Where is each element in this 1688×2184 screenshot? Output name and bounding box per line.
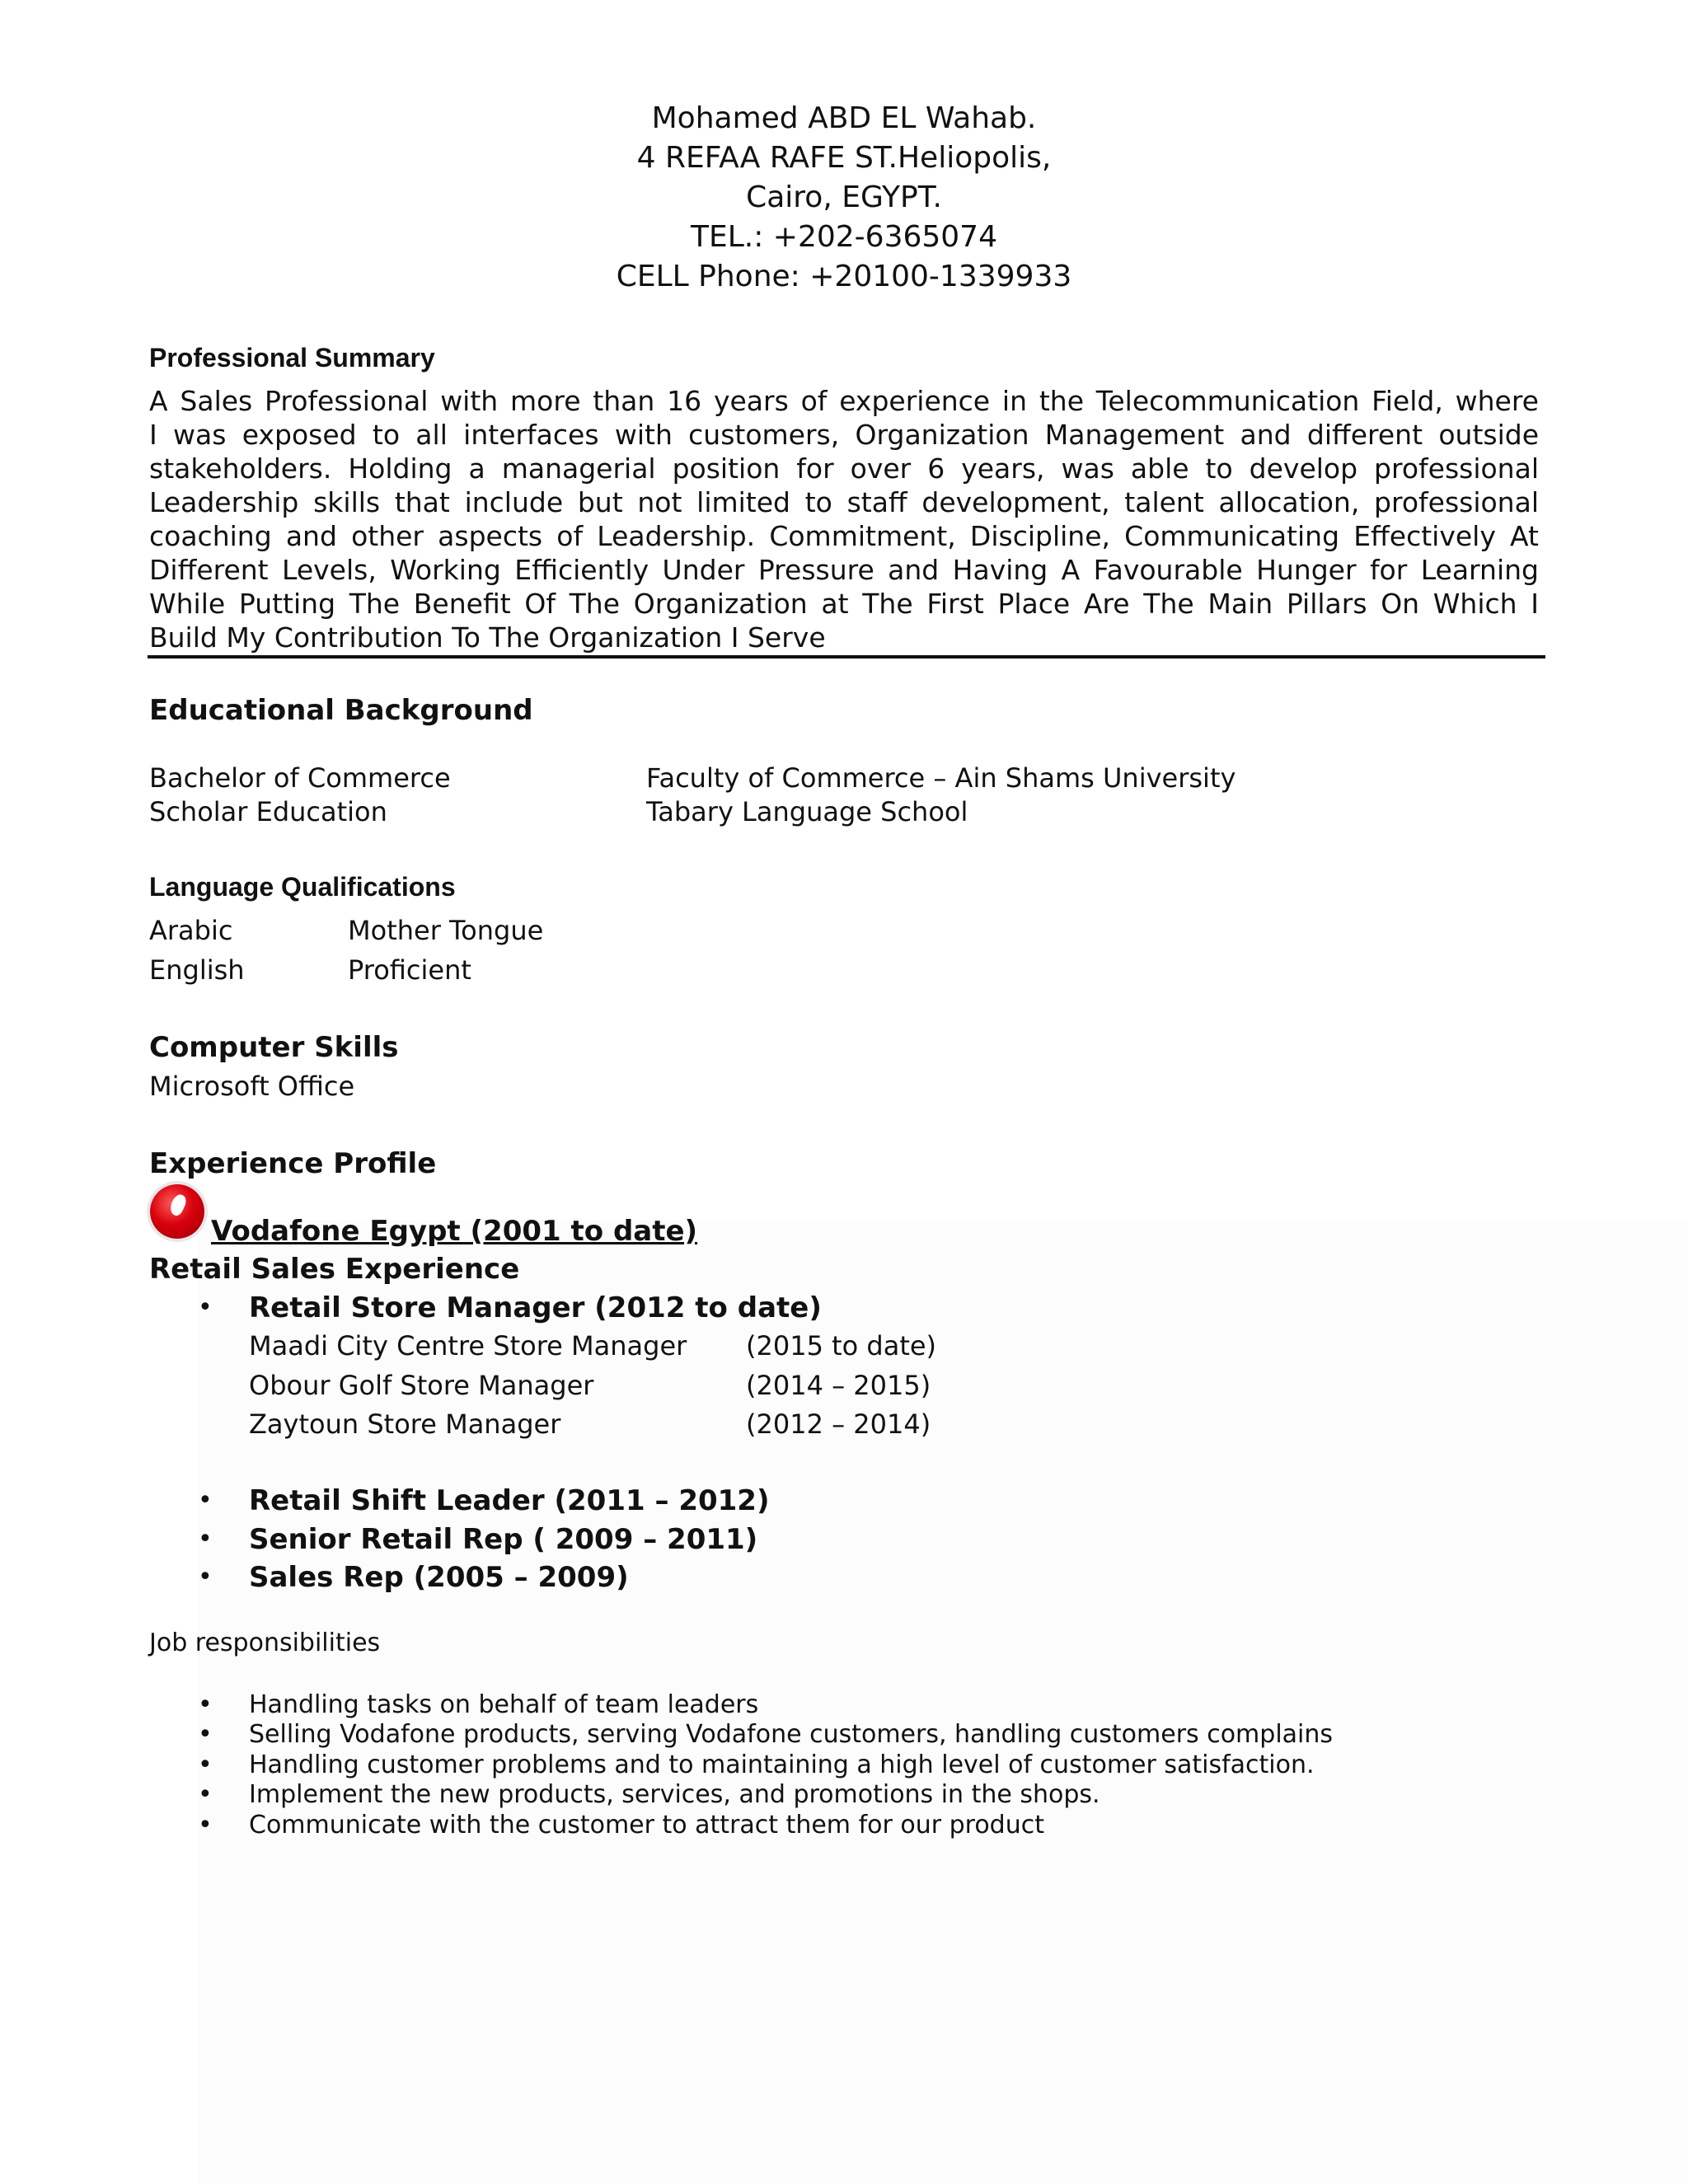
language-level: Mother Tongue: [348, 915, 544, 946]
company-name: Vodafone Egypt (2001 to date): [211, 1215, 698, 1248]
store-period: (2015 to date): [746, 1330, 937, 1361]
summary-paragraph: [149, 384, 1539, 654]
contact-header: [0, 99, 1688, 297]
language-name: Arabic: [149, 915, 233, 946]
summary-line: Different Levels, Working Efficiently Under Pressure and Having A Favourable Hunger for Learning: [149, 554, 1539, 586]
computer-skill: Microsoft Office: [149, 1071, 355, 1102]
degree: Scholar Education: [149, 796, 387, 827]
bullet-icon: •: [198, 1750, 213, 1779]
summary-line: Build My Contribution To The Organization I Serve: [149, 621, 826, 654]
role-title: Senior Retail Rep ( 2009 – 2011): [249, 1523, 758, 1556]
summary-line: While Putting The Benefit Of The Organization at The First Place Are The Main Pillars On Which I: [149, 588, 1539, 620]
role-title: Sales Rep (2005 – 2009): [249, 1561, 629, 1594]
summary-line: Leadership skills that include but not limited to staff development, talent allocation, professional: [149, 486, 1539, 518]
education-heading: Educational Background: [149, 694, 533, 727]
bullet-icon: •: [198, 1293, 213, 1322]
institution: Faculty of Commerce – Ain Shams University: [646, 762, 1236, 794]
bullet-icon: •: [198, 1780, 213, 1809]
responsibility-item: Handling tasks on behalf of team leaders: [249, 1690, 759, 1719]
role-title: Retail Store Manager (2012 to date): [249, 1291, 822, 1324]
experience-heading: Experience Profile: [149, 1147, 437, 1180]
summary-line: A Sales Professional with more than 16 years of experience in the Telecommunication Field, where: [149, 385, 1539, 417]
bullet-icon: •: [198, 1486, 213, 1515]
language-name: English: [149, 954, 245, 986]
store-name: Obour Golf Store Manager: [249, 1370, 594, 1401]
responsibility-item: Communicate with the customer to attract them for our product: [249, 1811, 1044, 1840]
summary-line: I was exposed to all interfaces with customers, Organization Management and different outside: [149, 419, 1539, 451]
bullet-icon: •: [198, 1690, 213, 1719]
store-name: Zaytoun Store Manager: [249, 1408, 561, 1440]
responsibilities-heading: Job responsibilities: [149, 1629, 381, 1657]
store-name: Maadi City Centre Store Manager: [249, 1330, 687, 1361]
bullet-icon: •: [198, 1563, 213, 1591]
telephone: TEL.: +202-6365074: [690, 220, 997, 254]
vodafone-logo-icon: [150, 1184, 204, 1239]
responsibility-item: Implement the new products, services, and promotions in the shops.: [249, 1780, 1100, 1809]
section-divider: [148, 655, 1545, 658]
address-line-1: 4 REFAA RAFE ST.Heliopolis,: [636, 141, 1052, 175]
bullet-icon: •: [198, 1525, 213, 1554]
languages-heading: Language Qualifications: [149, 872, 456, 902]
summary-line: coaching and other aspects of Leadership. Commitment, Discipline, Communicating Effectively At: [149, 520, 1539, 552]
experience-section-title: Retail Sales Experience: [149, 1253, 520, 1286]
cell-phone: CELL Phone: +20100-1339933: [616, 260, 1072, 293]
responsibility-item: Selling Vodafone products, serving Vodafone customers, handling customers complains: [249, 1720, 1334, 1749]
institution: Tabary Language School: [646, 796, 968, 827]
store-period: (2012 – 2014): [746, 1408, 931, 1440]
computer-skills-heading: Computer Skills: [149, 1031, 399, 1064]
bullet-icon: •: [198, 1720, 213, 1749]
language-level: Proficient: [348, 954, 471, 986]
address-line-2: Cairo, EGYPT.: [746, 180, 942, 214]
role-title: Retail Shift Leader (2011 – 2012): [249, 1484, 770, 1517]
store-period: (2014 – 2015): [746, 1370, 931, 1401]
summary-heading: Professional Summary: [149, 343, 435, 373]
bullet-icon: •: [198, 1811, 213, 1840]
candidate-name: Mohamed ABD EL Wahab.: [651, 101, 1037, 135]
degree: Bachelor of Commerce: [149, 762, 451, 794]
responsibility-item: Handling customer problems and to maintaining a high level of customer satisfaction.: [249, 1750, 1315, 1779]
summary-line: stakeholders. Holding a managerial position for over 6 years, was able to develop professional: [149, 452, 1539, 485]
